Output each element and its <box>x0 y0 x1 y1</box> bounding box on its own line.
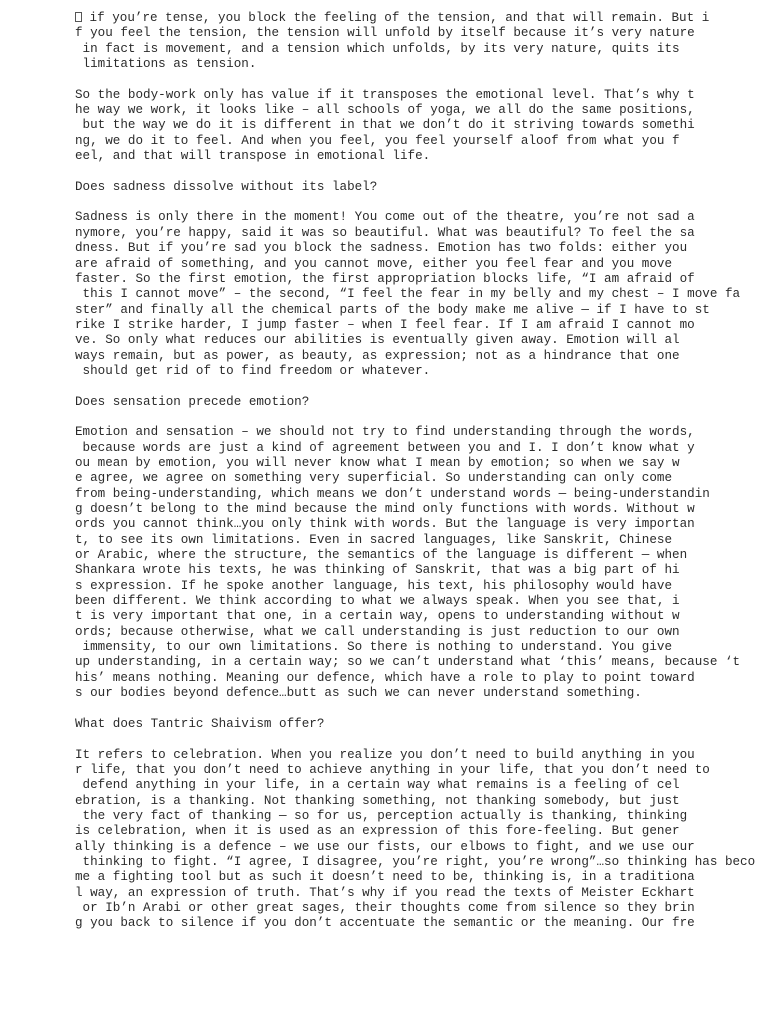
missing-glyph-icon <box>75 12 82 22</box>
text-line <box>75 901 735 916</box>
line-text: defend anything in your life, in a certain way what remains is a feeling of cel <box>75 778 680 793</box>
text-line <box>75 717 735 732</box>
paragraph-spacer <box>75 701 735 716</box>
text-line <box>75 257 735 272</box>
text-line <box>75 118 735 133</box>
text-line <box>75 395 735 410</box>
line-text: It refers to celebration. When you realize you don’t need to build anything in you <box>75 747 695 762</box>
text-line <box>75 180 735 195</box>
text-line <box>75 88 735 103</box>
line-text: because words are just a kind of agreement between you and I. I don’t know what y <box>75 440 695 455</box>
line-text: f you feel the tension, the tension will unfold by itself because it’s very nature <box>75 26 695 41</box>
line-text: g you back to silence if you don’t accentuate the semantic or the meaning. Our fre <box>75 916 695 931</box>
text-line <box>75 809 735 824</box>
text-line <box>75 824 735 839</box>
line-text: are afraid of something, and you cannot move, either you feel fear and you move <box>75 256 673 271</box>
line-text: in fact is movement, and a tension which unfolds, by its very nature, quits its <box>75 41 680 56</box>
paragraph-spacer <box>75 379 735 394</box>
line-text: or Arabic, where the structure, the semantics of the language is different — when <box>75 548 688 563</box>
line-text: ords; because otherwise, what we call understanding is just reduction to our own <box>75 624 680 639</box>
line-text: if you’re tense, you block the feeling of the tension, and that will remain. But i <box>82 11 710 25</box>
text-line <box>75 579 735 594</box>
line-text: should get rid of to find freedom or whatever. <box>75 363 431 378</box>
line-text: t, to see its own limitations. Even in sacred languages, like Sanskrit, Chinese <box>75 532 673 547</box>
line-text: ou mean by emotion, you will never know what I mean by emotion; so when we say w <box>75 455 680 470</box>
line-text: nymore, you’re happy, said it was so beautiful. What was beautiful? To feel the sa <box>75 225 695 240</box>
line-text: ways remain, but as power, as beauty, as expression; not as a hindrance that one <box>75 348 680 363</box>
text-line <box>75 533 735 548</box>
line-text: g doesn’t belong to the mind because the mind only functions with words. Without w <box>75 502 695 516</box>
text-line <box>75 349 735 364</box>
line-text: ally thinking is a defence – we use our fists, our elbows to fight, and we use our <box>75 839 695 854</box>
line-text: limitations as tension. <box>75 57 257 72</box>
text-line <box>75 594 735 609</box>
paragraph-spacer <box>75 72 735 87</box>
paragraph-spacer <box>75 164 735 179</box>
line-text: ebration, is a thanking. Not thanking something, not thanking somebody, but just <box>75 793 680 808</box>
text-line <box>75 241 735 256</box>
line-text: up understanding, in a certain way; so we can’t understand what ‘this’ means, because ‘t <box>75 655 741 670</box>
paragraph-spacer <box>75 195 735 210</box>
text-line <box>75 870 735 885</box>
paragraph-spacer <box>75 732 735 747</box>
text-line <box>75 26 735 41</box>
line-text: s our bodies beyond defence…butt as such we can never understand something. <box>75 686 642 701</box>
line-text: Emotion and sensation – we should not try to find understanding through the words, <box>75 425 695 440</box>
text-line <box>75 134 735 149</box>
text-line <box>75 272 735 287</box>
paragraph <box>75 747 756 932</box>
line-text: So the body-work only has value if it transposes the emotional level. That’s why t <box>75 87 695 102</box>
line-text: s expression. If he spoke another language, his text, his philosophy would have <box>75 578 673 593</box>
line-text: What does Tantric Shaivism offer? <box>75 716 325 731</box>
text-line <box>75 318 735 333</box>
paragraph <box>75 88 735 165</box>
line-text: eel, and that will transpose in emotional life. <box>75 149 431 164</box>
line-text: dness. But if you’re sad you block the sadness. Emotion has two folds: either you <box>75 241 688 256</box>
line-text: Sadness is only there in the moment! You come out of the theatre, you’re not sad a <box>75 210 695 225</box>
text-line <box>75 303 735 318</box>
line-text: or Ib’n Arabi or other great sages, their thoughts come from silence so they brin <box>75 900 695 915</box>
line-text: Does sadness dissolve without its label? <box>75 179 378 194</box>
text-line <box>75 916 735 931</box>
paragraph-spacer <box>75 410 735 425</box>
line-text: is celebration, when it is used as an expression of this fore-feeling. But gener <box>75 824 680 839</box>
text-line <box>75 471 735 486</box>
text-line <box>75 441 735 456</box>
line-text: ng, we do it to feel. And when you feel, you feel yourself aloof from what you f <box>75 133 680 148</box>
paragraph <box>75 11 735 72</box>
text-line <box>75 11 735 26</box>
text-line <box>75 854 756 870</box>
text-line <box>75 886 735 901</box>
line-text: his’ means nothing. Meaning our defence, which have a role to play to point toward <box>75 670 695 685</box>
text-line <box>75 103 735 118</box>
line-text: but the way we do it is different in that we don’t do it striving towards somethi <box>75 118 695 133</box>
question-heading <box>75 180 735 195</box>
text-line <box>75 333 735 348</box>
text-line <box>75 57 735 72</box>
text-line <box>75 210 735 225</box>
document-page <box>75 11 756 932</box>
text-line <box>75 563 735 578</box>
paragraph <box>75 210 741 379</box>
text-line <box>75 625 735 640</box>
line-text: me a fighting tool but as such it doesn’t need to be, thinking is, in a traditiona <box>75 870 695 885</box>
line-text: r life, that you don’t need to achieve anything in your life, that you don’t need to <box>75 762 710 777</box>
text-line <box>75 487 735 502</box>
line-text: ords you cannot think…you only think with words. But the language is very importan <box>75 517 695 532</box>
question-heading <box>75 395 735 410</box>
text-line <box>75 287 741 302</box>
text-line <box>75 456 735 471</box>
line-text: e agree, we agree on something very superficial. So understanding can only come <box>75 471 673 486</box>
line-text: Shankara wrote his texts, he was thinking of Sanskrit, that was a big part of hi <box>75 563 680 578</box>
text-line <box>75 686 735 701</box>
line-text: ve. So only what reduces our abilities is eventually given away. Emotion will al <box>75 333 680 348</box>
text-line <box>75 425 735 440</box>
text-line <box>75 502 735 517</box>
line-text: this I cannot move” – the second, “I feel the fear in my belly and my chest – I move fa <box>75 287 741 302</box>
line-text: from being-understanding, which means we don’t understand words — being-understandin <box>75 486 710 501</box>
line-text: Does sensation precede emotion? <box>75 394 310 409</box>
line-text: faster. So the first emotion, the first appropriation blocks life, “I am afraid of <box>75 271 695 286</box>
text-line <box>75 364 735 379</box>
text-line <box>75 226 735 241</box>
line-text: immensity, to our own limitations. So there is nothing to understand. You give <box>75 640 673 655</box>
text-line <box>75 640 735 655</box>
line-text: l way, an expression of truth. That’s why if you read the texts of Meister Eckhart <box>75 885 695 900</box>
text-line <box>75 655 741 670</box>
text-line <box>75 517 735 532</box>
text-line <box>75 548 735 563</box>
line-text: the very fact of thanking — so for us, perception actually is thanking, thinking <box>75 808 688 823</box>
text-line <box>75 149 735 164</box>
line-text: he way we work, it looks like – all schools of yoga, we all do the same positions, <box>75 103 695 118</box>
line-text: t is very important that one, in a certain way, opens to understanding without w <box>75 609 680 624</box>
text-line <box>75 763 735 778</box>
text-line <box>75 42 735 57</box>
text-line <box>75 840 735 855</box>
text-line <box>75 794 735 809</box>
text-line <box>75 609 735 624</box>
question-heading <box>75 717 735 732</box>
text-line <box>75 778 735 793</box>
text-line <box>75 671 735 686</box>
line-text: been different. We think according to what we always speak. When you see that, i <box>75 594 680 609</box>
line-text: ster” and finally all the chemical parts of the body make me alive — if I have to st <box>75 302 710 317</box>
line-text: thinking to fight. “I agree, I disagree, you’re right, you’re wrong”…so thinking has beco <box>75 854 756 869</box>
paragraph <box>75 425 741 701</box>
line-text: rike I strike harder, I jump faster – when I feel fear. If I am afraid I cannot mo <box>75 317 695 332</box>
text-line <box>75 748 735 763</box>
